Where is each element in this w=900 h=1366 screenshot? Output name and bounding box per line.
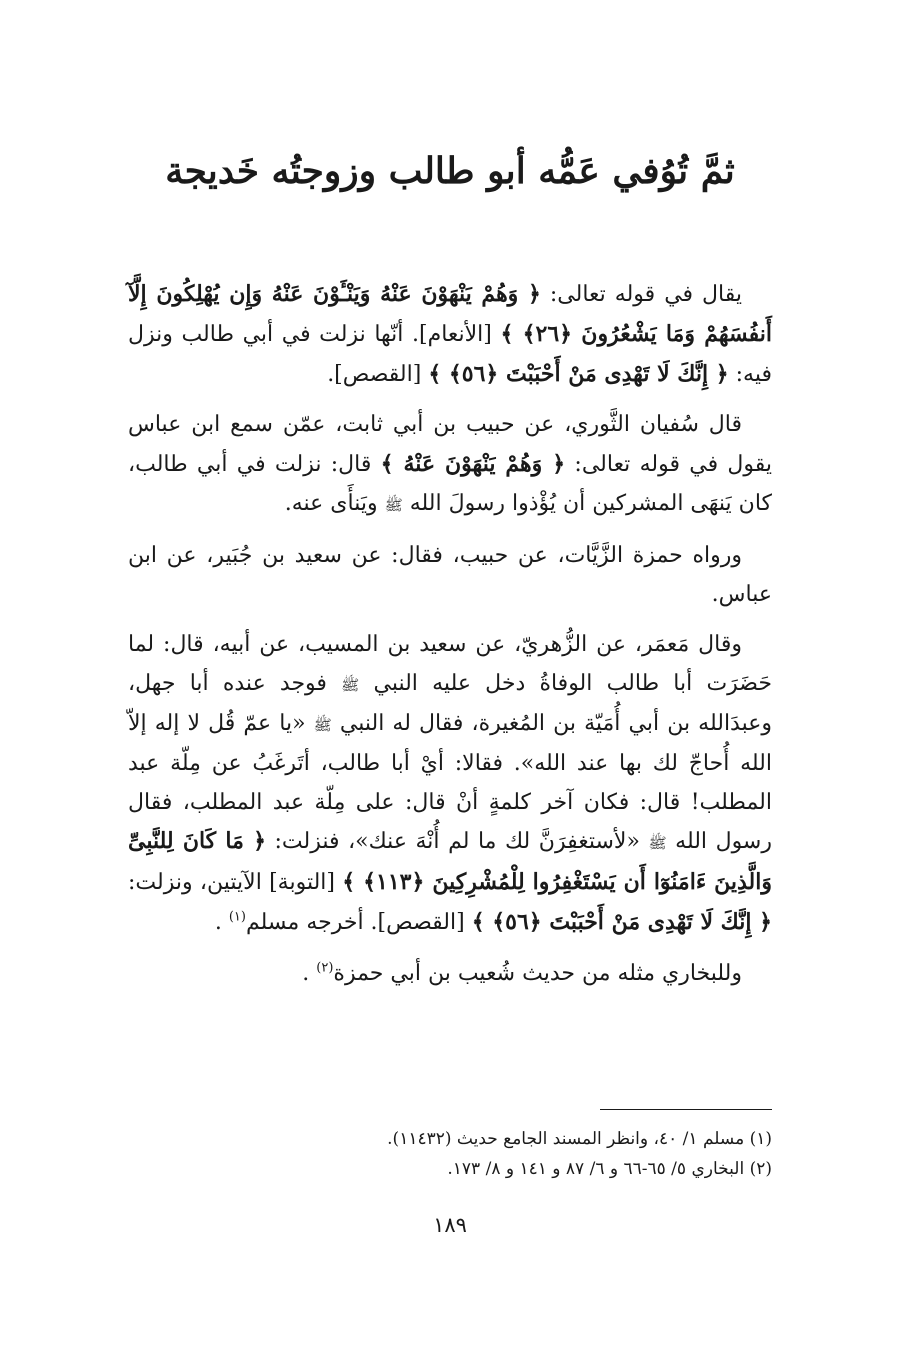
text-span: «يا عمّ قُل لا إله إلاّ الله أُحاجّ لك بها عند الله». فقالا: أيْ أبا طالب، أتَرغَبُ عن مِلّة عبد المطلب! قال: فكان آخر كلمةٍ أنْ قال: على مِلّة عبد المطلب، فقال رسول الله — [128, 710, 772, 855]
text-span: ويَنأَى عنه. — [284, 490, 385, 516]
text-span: «لأستغفِرَنَّ لك ما لم أُنْهَ عنك»، فنزلت: — [265, 829, 649, 855]
page-number: ١٨٩ — [433, 1213, 467, 1237]
text-span: [القصص]. — [327, 361, 429, 387]
footnote-1: (١) مسلم ١/ ٤٠، وانظر المسند الجامع حديث (١١٤٣٢). — [387, 1129, 772, 1149]
page-title: ثمَّ تُوُفي عَمُّه أبو طالب وزوجتُه خَديجة — [165, 150, 735, 192]
paragraph-1 — [128, 275, 772, 394]
text-span: [القصص]. أخرجه مسلم — [245, 909, 472, 935]
text-span: يقال في قوله تعالى: — [540, 282, 742, 307]
text-span: . — [302, 960, 317, 986]
text-span: [التوبة] الآيتين، ونزلت: — [128, 870, 343, 896]
salla-ligature-icon: ﷺ — [384, 495, 403, 514]
footnote-ref-1[interactable]: (١) — [228, 909, 246, 925]
quran-verse: ﴿ إِنَّكَ لَا تَهْدِى مَنْ أَحْبَبْتَ ﴿٥٦﴾ ﴾ — [471, 908, 772, 935]
text-span: قال: نزلت في أبي طالب، كان يَنهَى المشركين أن يُؤْذوا رسولَ الله — [128, 452, 772, 516]
footnote-2: (٢) البخاري ٥/ ٦٥-٦٦ و ٦/ ٨٧ و ١٤١ و ٨/ ١٧٣. — [447, 1159, 772, 1179]
text-span: وقال مَعمَر، عن الزُّهريّ، عن سعيد بن المسيب، عن أبيه، قال: لما حَضَرَت أبا طالب الوفاةُ دخل عليه النبي — [128, 632, 772, 697]
text-span: . — [214, 909, 229, 935]
footnote-ref-2[interactable]: (٢) — [316, 960, 334, 976]
text-span: قال سُفيان الثَّوري، عن حبيب بن أبي ثابت، عمّن سمع ابن عباس يقول في قوله تعالى: — [128, 412, 772, 478]
quran-verse: ﴿ وَهُمْ يَنْهَوْنَ عَنْهُ وَيَنْـَٔوْنَ عَنْهُ وَإِن يُهْلِكُونَ إِلَّآ أَنفُسَهُمْ وَمَا يَشْعُرُونَ ﴿٢٦﴾ ﴾ — [128, 281, 772, 347]
text-span: وللبخاري مثله من حديث شُعيب بن أبي حمزة — [333, 960, 742, 986]
quran-verse: ﴿ مَا كَانَ لِلنَّبِىِّ وَالَّذِينَ ءَامَنُوٓا أَن يَسْتَغْفِرُوا لِلْمُشْرِكِينَ ﴿١١٣﴾ ﴾ — [128, 828, 772, 896]
salla-ligature-icon: ﷺ — [313, 715, 332, 734]
paragraph-5 — [128, 955, 772, 994]
text-span: [الأنعام]. أنّها نزلت في أبي طالب ونزل فيه: — [128, 321, 772, 387]
quran-verse: ﴿ إِنَّكَ لَا تَهْدِى مَنْ أَحْبَبْتَ ﴿٥٦﴾ ﴾ — [428, 360, 729, 387]
paragraph-4 — [128, 626, 772, 942]
main-text — [128, 275, 772, 1006]
footnotes — [128, 1124, 772, 1184]
footnote-divider — [600, 1109, 772, 1110]
quran-verse: ﴿ وَهُمْ يَنْهَوْنَ عَنْهُ ﴾ — [380, 451, 566, 478]
salla-ligature-icon: ﷺ — [648, 834, 667, 853]
salla-ligature-icon: ﷺ — [341, 676, 360, 695]
paragraph-2 — [128, 406, 772, 524]
paragraph-3: ورواه حمزة الزَّيَّات، عن حبيب، فقال: عن سعيد بن جُبَير، عن ابن عباس. — [128, 542, 772, 607]
text-span: فوجد عنده أبا جهل، وعبدَالله بن أبي أُمَيّة بن المُغيرة، فقال له النبي — [128, 671, 772, 736]
